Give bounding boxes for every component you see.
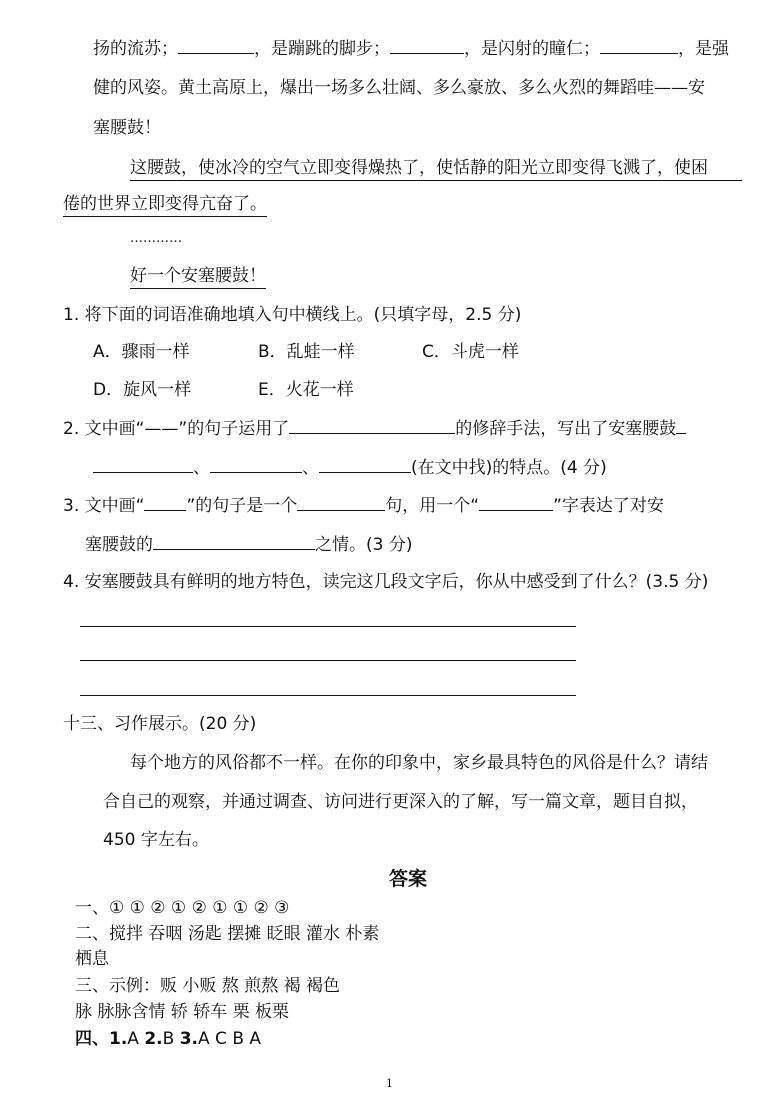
- answer-section-2-cont: 栖息: [75, 949, 109, 969]
- answer-line-3[interactable]: [80, 695, 576, 696]
- answers-title: 答案: [389, 868, 428, 890]
- passage-text: ，是蹦跳的脚步；: [254, 39, 390, 59]
- question-2-line-2: [93, 455, 607, 480]
- question-text: 2. 文中画“——”的句子运用了: [63, 419, 290, 439]
- passage-line-1: [93, 36, 729, 61]
- question-4-stem: 4. 安塞腰鼓具有鲜明的地方特色，读完这几段文字后，你从中感受到了什么？(3.5 分): [63, 572, 709, 592]
- blank-feature-3[interactable]: [319, 455, 411, 473]
- question-3-line-2: [85, 532, 412, 557]
- underlined-sentence-2: 倦的世界立即变得亢奋了。: [63, 192, 267, 217]
- page-number: 1: [386, 1077, 393, 1090]
- section-13-body-1: 每个地方的风俗都不一样。在你的印象中，家乡最具特色的风俗是什么？请结: [130, 753, 708, 773]
- answer-line-2[interactable]: [80, 660, 576, 661]
- blank[interactable]: [676, 416, 686, 434]
- question-text: 塞腰鼓的: [85, 535, 153, 555]
- answer-number: 2.: [144, 1029, 163, 1049]
- question-text: (在文中找)的特点。(4 分): [411, 458, 607, 478]
- blank-feature-2[interactable]: [210, 455, 302, 473]
- question-text: 之情。(3 分): [315, 535, 413, 555]
- question-text: 3. 文中画“: [63, 496, 145, 516]
- blank-emotion[interactable]: [153, 532, 315, 550]
- passage-text: ，是闪射的瞳仁；: [464, 39, 600, 59]
- answer-section-1: 一、① ① ② ① ② ① ① ② ③: [75, 898, 290, 918]
- blank[interactable]: [600, 36, 678, 54]
- underlined-sentence-1: 这腰鼓，使冰冷的空气立即变得燥热了，使恬静的阳光立即变得飞溅了，使困: [130, 156, 742, 181]
- passage-text: 扬的流苏；: [93, 39, 178, 59]
- option-e: E．火花一样: [258, 380, 354, 400]
- question-3-line-1: [63, 493, 664, 518]
- question-1-stem: 1. 将下面的词语准确地填入句中横线上。(只填字母，2.5 分): [63, 305, 522, 325]
- option-a: A．骤雨一样: [93, 342, 190, 362]
- answer-prefix: 四、: [75, 1029, 109, 1049]
- answer-number: 3.: [179, 1029, 199, 1049]
- question-text: ”字表达了对安: [553, 496, 664, 516]
- answer-value: A C B A: [198, 1029, 262, 1049]
- blank-feature-1[interactable]: [93, 455, 193, 473]
- passage-line-2: 健的风姿。黄土高原上，爆出一场多么壮阔、多么豪放、多么火烈的舞蹈哇——安: [93, 78, 705, 98]
- option-d: D．旋风一样: [93, 380, 192, 400]
- question-text: ”的句子是一个: [186, 496, 298, 516]
- blank-rhetoric[interactable]: [289, 416, 455, 434]
- passage-text: ，是强: [678, 39, 729, 59]
- question-text: 的修辞手法，写出了安塞腰鼓: [455, 419, 677, 439]
- section-13-body-3: 450 字左右。: [103, 830, 209, 850]
- answer-line-1[interactable]: [80, 626, 576, 627]
- answer-number: 1.: [109, 1029, 128, 1049]
- blank[interactable]: [390, 36, 464, 54]
- wavy-mark: [144, 493, 186, 511]
- separator: 、: [193, 458, 210, 478]
- answer-value: B: [162, 1029, 180, 1049]
- ellipsis: …………: [130, 231, 182, 246]
- question-2-line-1: [63, 416, 686, 441]
- answer-section-3: 三、示例：贩 小贩 熬 煎熬 褐 褐色: [75, 976, 341, 996]
- separator: 、: [302, 458, 319, 478]
- answer-value: A: [127, 1029, 145, 1049]
- option-c: C．斗虎一样: [422, 342, 519, 362]
- question-text: 句，用一个“: [385, 496, 480, 516]
- answer-section-2: 二、搅拌 吞咽 汤匙 摆摊 眨眼 灌水 朴素: [75, 924, 380, 944]
- answer-section-3-cont: 脉 脉脉含情 轿 轿车 栗 板栗: [75, 1002, 290, 1022]
- blank[interactable]: [178, 36, 254, 54]
- blank-character[interactable]: [479, 493, 553, 511]
- section-13-title: 十三、习作展示。(20 分): [63, 714, 257, 734]
- section-13-body-2: 合自己的观察，并通过调查、访问进行更深入的了解，写一篇文章，题目自拟，: [103, 792, 698, 812]
- blank-sentence-type[interactable]: [297, 493, 385, 511]
- passage-line-3: 塞腰鼓！: [93, 118, 161, 138]
- underlined-sentence-3: 好一个安塞腰鼓！: [130, 264, 266, 289]
- answer-section-4: [75, 1027, 261, 1051]
- option-b: B．乱蛙一样: [258, 342, 355, 362]
